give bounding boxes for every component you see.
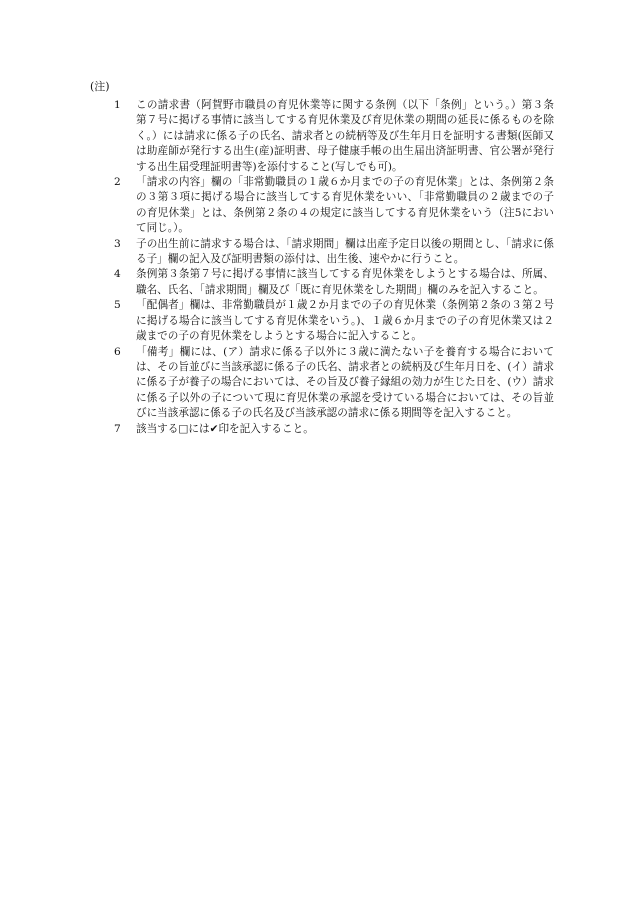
note-text: この請求書（阿賀野市職員の育児休業等に関する条例（以下「条例」という。）第３条第７号に掲げる事情に該当してする育児休業及び育児休業の期間の延長に係るものを除く。）には請求に係る子の氏名、請求者との続柄等及び生年月日を証明する書類(医師又は助産師が発行する出生(産)証明書、母子健康手帳の出生届出済証明書、官公署が発行する出生届受理証明書等)を添付すること(写しでも可)。 bbox=[136, 99, 554, 173]
notes-list bbox=[114, 98, 554, 437]
notes-heading: (注) bbox=[90, 80, 110, 93]
note-number: 1 bbox=[114, 99, 121, 111]
note-item-4 bbox=[114, 267, 554, 298]
note-item-1 bbox=[114, 98, 554, 175]
note-item-2 bbox=[114, 175, 554, 237]
note-item-6 bbox=[114, 345, 554, 422]
note-text: 条例第３条第７号に掲げる事情に該当してする育児休業をしようとする場合は、所属、職名、氏名、「請求期間」欄及び「既に育児休業をした期間」欄のみを記入すること。 bbox=[136, 268, 554, 296]
note-text: 「配偶者」欄は、非常勤職員が１歳２か月までの子の育児休業（条例第２条の３第２号に掲げる場合に該当してする育児休業をいう。)、１歳６か月までの子の育児休業又は２歳までの子の育児休業をしようとする場合に記入すること。 bbox=[136, 299, 554, 343]
note-text: 該当する□には✔印を記入すること。 bbox=[136, 422, 314, 435]
note-number: 3 bbox=[114, 237, 121, 250]
note-text: 「備考」欄には、(ア）請求に係る子以外に３歳に満たない子を養育する場合においては、その旨並びに当該承認に係る子の氏名、請求者との続柄及び生年月日を、(イ）請求に係る子が養子の場合においては、その旨及び養子縁組の効力が生じた日を、(ウ）請求に係る子以外の子について現に育児休業の承認を受けている場合においては、その旨並びに当該承認に係る子の氏名及び当該承認の請求に係る期間等を記入すること。 bbox=[136, 345, 554, 420]
note-number: 2 bbox=[114, 176, 121, 189]
note-number: 7 bbox=[114, 422, 121, 435]
note-item-3 bbox=[114, 237, 554, 268]
note-number: 6 bbox=[114, 345, 121, 358]
note-number: 5 bbox=[114, 299, 121, 312]
note-item-5 bbox=[114, 298, 554, 344]
note-number: 4 bbox=[114, 268, 121, 281]
note-text: 子の出生前に請求する場合は、「請求期間」欄は出産予定日以後の期間とし、「請求に係る子」欄の記入及び証明書類の添付は、出生後、速やかに行うこと。 bbox=[136, 237, 554, 266]
note-item-7 bbox=[114, 422, 554, 437]
note-text: 「請求の内容」欄の「非常勤職員の１歳６か月までの子の育児休業」とは、条例第２条の３第３項に掲げる場合に該当してする育児休業をいい、「非常勤職員の２歳までの子の育児休業」とは、条例第２条の４の規定に該当してする育児休業をいう（注5において同じ。）。 bbox=[136, 176, 554, 235]
